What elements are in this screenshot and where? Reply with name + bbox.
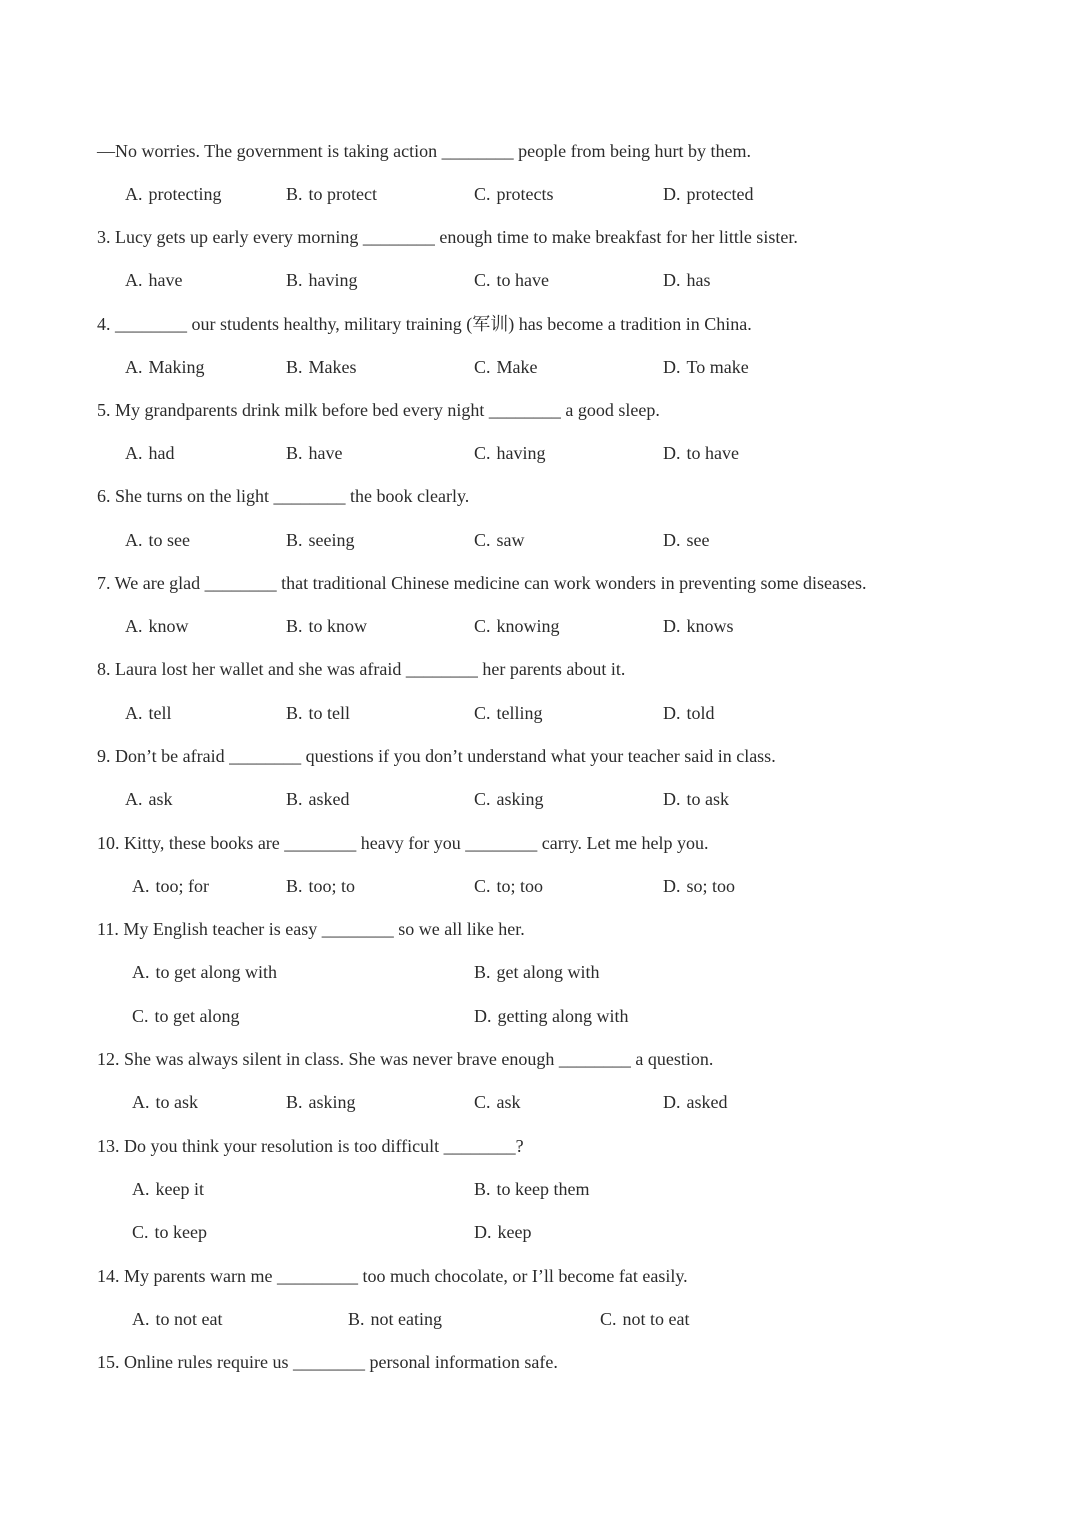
options-row: [0, 1308, 1040, 1330]
option-a: A. ask: [125, 789, 173, 809]
option-d: D. so; too: [663, 876, 736, 896]
option-d: D. protected: [663, 184, 754, 204]
option-b: B. asking: [286, 1092, 356, 1112]
option-c: C. telling: [474, 703, 543, 723]
option-a: A. know: [125, 616, 189, 636]
option-d: D. see: [663, 530, 710, 550]
option-c: C. knowing: [474, 616, 560, 636]
option-d: D. knows: [663, 616, 734, 636]
options-row: [0, 1091, 1040, 1113]
options-row: [0, 529, 1040, 551]
question-stem: 11. My English teacher is easy ________ so we all like her.: [97, 919, 525, 939]
option-a: A. tell: [125, 703, 172, 723]
question-stem: 14. My parents warn me _________ too much chocolate, or I’ll become fat easily.: [97, 1266, 688, 1286]
options-row: [0, 961, 1040, 983]
option-d: D. to ask: [663, 789, 729, 809]
option-b: B. have: [286, 443, 343, 463]
option-d: D. keep: [474, 1222, 532, 1242]
option-b: B. having: [286, 270, 358, 290]
question-stem: 15. Online rules require us ________ personal information safe.: [97, 1352, 558, 1372]
option-b: B. seeing: [286, 530, 355, 550]
options-row: [0, 1221, 1040, 1243]
options-row: [0, 183, 1040, 205]
option-a: A. keep it: [132, 1179, 204, 1199]
option-a: A. too; for: [132, 876, 209, 896]
option-c: C. asking: [474, 789, 544, 809]
question-stem: 5. My grandparents drink milk before bed every night ________ a good sleep.: [97, 400, 660, 420]
question-stem: 9. Don’t be afraid ________ questions if you don’t understand what your teacher said in class.: [97, 746, 776, 766]
question-stem: 6. She turns on the light ________ the book clearly.: [97, 486, 470, 506]
options-row: [0, 1178, 1040, 1200]
option-b: B. to keep them: [474, 1179, 590, 1199]
option-a: A. Making: [125, 357, 205, 377]
option-d: D. has: [663, 270, 711, 290]
option-b: B. not eating: [348, 1309, 442, 1329]
option-a: A. had: [125, 443, 175, 463]
option-b: B. to protect: [286, 184, 377, 204]
option-d: D. to have: [663, 443, 739, 463]
option-b: B. too; to: [286, 876, 356, 896]
option-c: C. protects: [474, 184, 554, 204]
options-row: [0, 788, 1040, 810]
option-c: C. to get along: [132, 1006, 240, 1026]
option-c: C. having: [474, 443, 546, 463]
options-row: [0, 356, 1040, 378]
question-stem: 8. Laura lost her wallet and she was afraid ________ her parents about it.: [97, 659, 626, 679]
option-b: B. get along with: [474, 962, 600, 982]
option-c: C. to; too: [474, 876, 544, 896]
options-row: [0, 702, 1040, 724]
option-b: B. asked: [286, 789, 350, 809]
option-d: D. told: [663, 703, 715, 723]
option-d: D. asked: [663, 1092, 728, 1112]
options-row: [0, 1005, 1040, 1027]
options-row: [0, 269, 1040, 291]
option-d: D. getting along with: [474, 1006, 629, 1026]
option-a: A. to see: [125, 530, 190, 550]
option-b: B. to tell: [286, 703, 351, 723]
option-c: C. ask: [474, 1092, 521, 1112]
question-stem: 4. ________ our students healthy, military training (军训) has become a tradition in China.: [97, 314, 752, 334]
question-stem: 12. She was always silent in class. She was never brave enough ________ a question.: [97, 1049, 714, 1069]
option-a: A. to ask: [132, 1092, 198, 1112]
question-stem: 7. We are glad ________ that traditional Chinese medicine can work wonders in preventing some diseases.: [97, 573, 867, 593]
question-stem: —No worries. The government is taking action ________ people from being hurt by them.: [97, 141, 752, 161]
option-c: C. saw: [474, 530, 525, 550]
option-a: A. to not eat: [132, 1309, 223, 1329]
option-d: D. To make: [663, 357, 749, 377]
options-row: [0, 615, 1040, 637]
option-b: B. to know: [286, 616, 368, 636]
option-b: B. Makes: [286, 357, 357, 377]
option-a: A. protecting: [125, 184, 222, 204]
question-stem: 3. Lucy gets up early every morning ________ enough time to make breakfast for her little sister.: [97, 227, 798, 247]
options-row: [0, 442, 1040, 464]
option-c: C. Make: [474, 357, 538, 377]
options-row: [0, 875, 1040, 897]
option-c: C. not to eat: [600, 1309, 690, 1329]
option-a: A. have: [125, 270, 183, 290]
question-stem: 10. Kitty, these books are ________ heavy for you ________ carry. Let me help you.: [97, 833, 709, 853]
option-c: C. to have: [474, 270, 549, 290]
option-a: A. to get along with: [132, 962, 277, 982]
question-stem: 13. Do you think your resolution is too difficult ________?: [97, 1136, 524, 1156]
option-c: C. to keep: [132, 1222, 207, 1242]
